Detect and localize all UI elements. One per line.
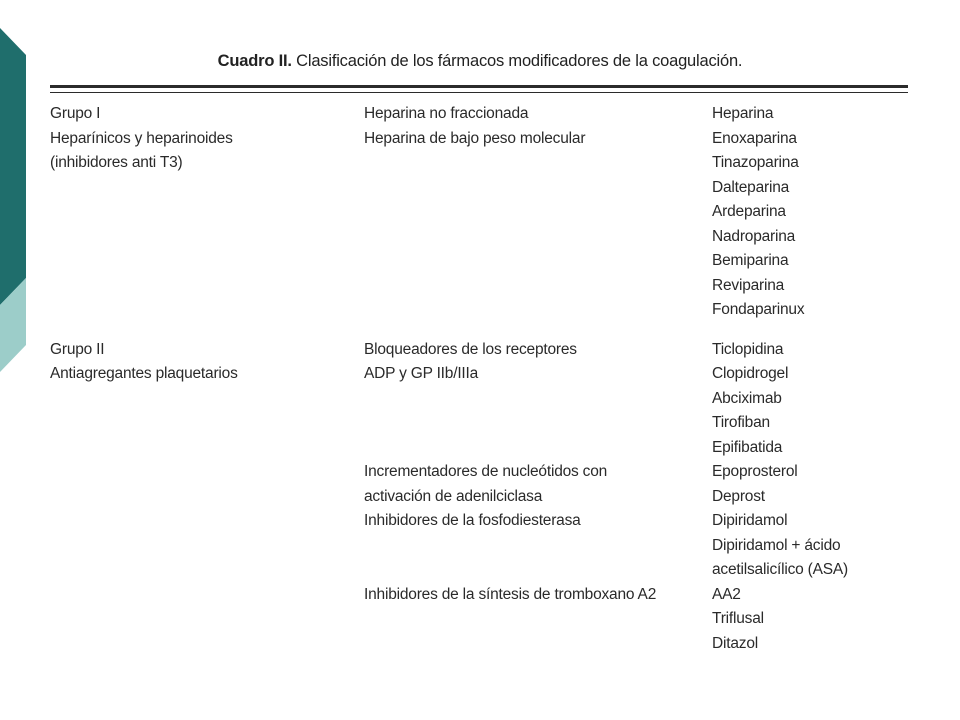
caption-text: Clasificación de los fármacos modificadores de la coagulación. (291, 52, 743, 70)
cell-col3-line: Ardeparina (712, 203, 786, 220)
cell-col3-line: AA2 (712, 585, 741, 603)
table-group-2 (50, 338, 910, 657)
cell-col2-line: Inhibidores de la síntesis de tromboxano A2 (364, 585, 657, 603)
caption-label: Cuadro II. (217, 52, 292, 70)
cell-col3-line: acetilsalicílico (ASA) (712, 561, 849, 578)
table-group-1 (50, 102, 910, 323)
cell-col1-line: Grupo I (50, 105, 101, 122)
cell-col2-line: ADP y GP IIb/IIIa (364, 365, 479, 382)
cell-col3-line: Ticlopidina (712, 340, 784, 358)
cell-col3-line: Abciximab (712, 389, 782, 407)
cell-col3-line: Ditazol (712, 634, 758, 652)
cell-col1-line: Antiagregantes plaquetarios (50, 365, 238, 382)
cell-col2-line: Heparina de bajo peso molecular (364, 129, 586, 147)
top-rule-thin (50, 92, 908, 93)
cell-col3-line: Reviparina (712, 276, 785, 294)
cell-col2-line: activación de adenilciclasa (364, 487, 543, 505)
cell-col3-line: Triflusal (712, 610, 764, 627)
cell-col3-line: Dalteparina (712, 178, 790, 196)
cell-col3-line: Heparina (712, 105, 774, 122)
cell-col3-line: Tirofiban (712, 414, 770, 431)
cell-col2-line: Inhibidores de la fosfodiesterasa (364, 512, 581, 529)
slide-decoration (0, 0, 30, 380)
cell-col2-line: Heparina no fraccionada (364, 105, 529, 122)
cell-col3-line: Deprost (712, 487, 765, 505)
cell-col3-line: Epifibatida (712, 438, 783, 456)
cell-col3-line: Enoxaparina (712, 129, 797, 147)
cell-col3-line: Dipiridamol (712, 512, 788, 529)
cell-col3-line: Clopidrogel (712, 365, 789, 382)
cell-col2-line: Bloqueadores de los receptores (364, 340, 577, 358)
top-rule-thick (50, 85, 908, 88)
teal-side-band (0, 28, 26, 305)
cell-col3-line: Epoprosterol (712, 463, 798, 480)
cell-col3-line: Dipiridamol + ácido (712, 536, 841, 554)
cell-col3-line: Fondaparinux (712, 301, 805, 318)
cell-col1-line: (inhibidores anti T3) (50, 154, 183, 171)
cell-col3-line: Tinazoparina (712, 154, 799, 171)
cell-col2-line: Incrementadores de nucleótidos con (364, 463, 608, 480)
cell-col3-line: Nadroparina (712, 227, 796, 245)
cell-col1-line: Heparínicos y heparinoides (50, 129, 233, 147)
cell-col3-line: Bemiparina (712, 252, 789, 269)
table-caption (50, 52, 910, 71)
cell-col1-line: Grupo II (50, 340, 105, 358)
